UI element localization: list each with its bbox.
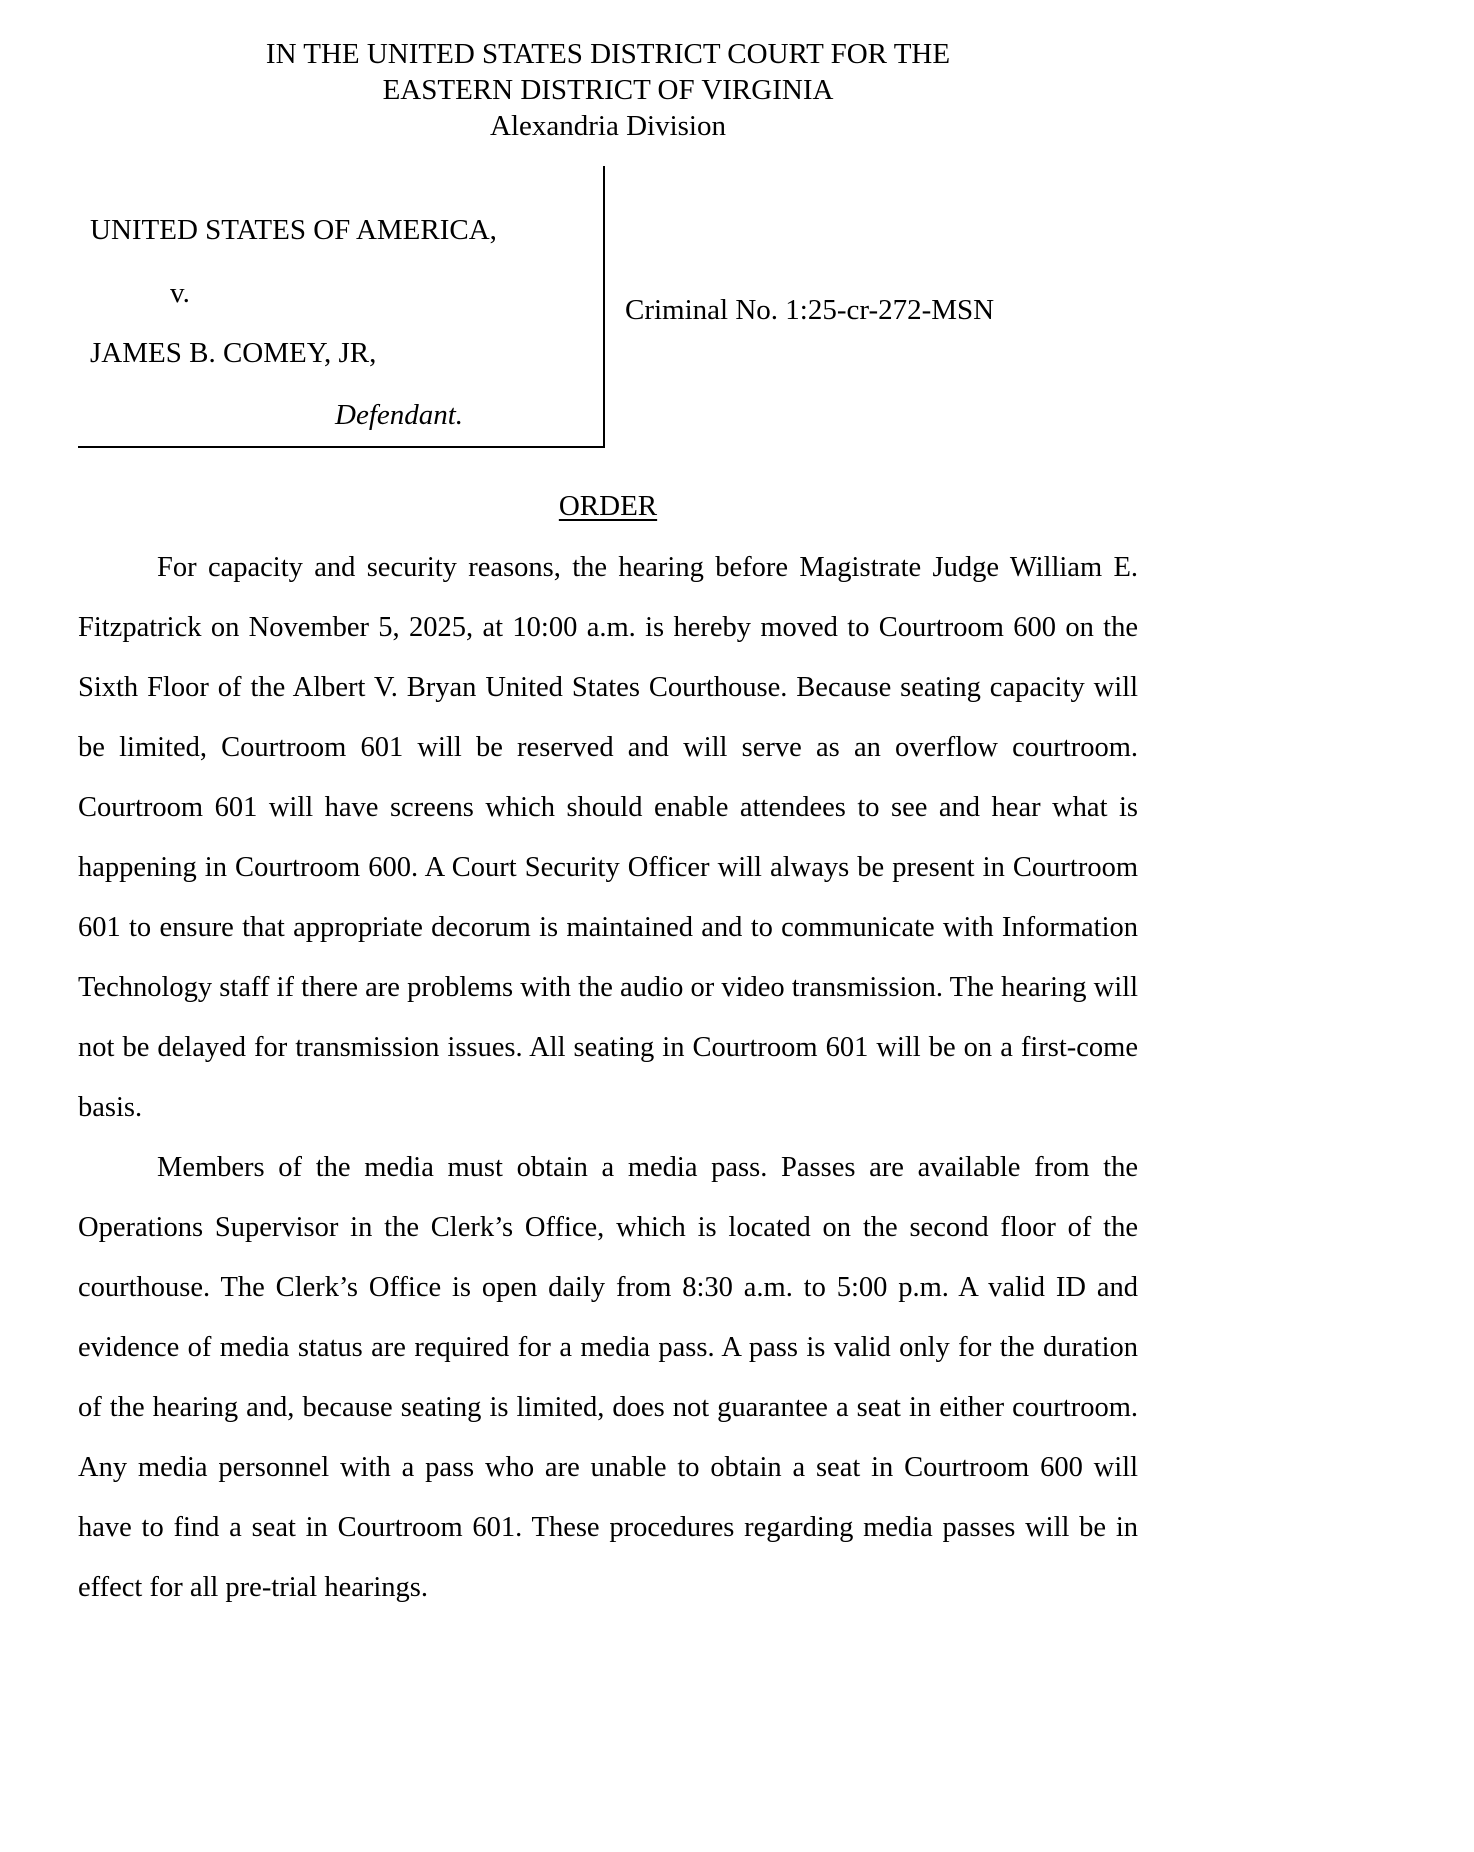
versus: v. bbox=[170, 277, 190, 309]
order-title bbox=[78, 488, 1138, 524]
order-paragraph-1: For capacity and security reasons, the hearing before Magistrate Judge William E. Fitzpatrick on November 5, 2025, at 10:00 a.m. is hereby moved to Courtroom 600 on the Sixth Floor of the Albert V. Bryan United States Courthouse. Because seating capacity will be limited, Courtroom 601 will be reserved and will serve as an overflow courtroom. Courtroom 601 will have screens which should enable attendees to see and hear what is happening in Courtroom 600. A Court Security Officer will always be present in Courtroom 601 to ensure that appropriate decorum is maintained and to communicate with Information Technology staff if there are problems with the audio or video transmission. The hearing will not be delayed for transmission issues. All seating in Courtroom 601 will be on a first-come basis. bbox=[78, 552, 1138, 1123]
defendant-name: JAMES B. COMEY, JR, bbox=[90, 337, 377, 369]
division-line: Alexandria Division bbox=[490, 110, 726, 142]
caption-parties bbox=[78, 166, 605, 448]
order-title-text: ORDER bbox=[558, 490, 658, 522]
district-line: EASTERN DISTRICT OF VIRGINIA bbox=[382, 74, 834, 106]
plaintiff-name: UNITED STATES OF AMERICA, bbox=[90, 214, 497, 246]
case-number: Criminal No. 1:25-cr-272-MSN bbox=[625, 294, 995, 326]
order-paragraph-2: Members of the media must obtain a media pass. Passes are available from the Operations Supervisor in the Clerk’s Office, which is located on the second floor of the courthouse. The Clerk’s Office is open daily from 8:30 a.m. to 5:00 p.m. A valid ID and evidence of media status are required for a media pass. A pass is valid only for the duration of the hearing and, because seating is limited, does not guarantee a seat in either courtroom. Any media personnel with a pass who are unable to obtain a seat in Courtroom 600 will have to find a seat in Courtroom 601. These procedures regarding media passes will be in effect for all pre-trial hearings. bbox=[78, 1152, 1138, 1603]
order-body bbox=[78, 538, 1138, 1618]
defendant-label: Defendant. bbox=[335, 399, 464, 431]
case-caption bbox=[78, 166, 1138, 450]
document-content bbox=[78, 0, 1138, 1618]
court-header bbox=[78, 0, 1138, 144]
court-name-line: IN THE UNITED STATES DISTRICT COURT FOR THE bbox=[265, 38, 951, 70]
